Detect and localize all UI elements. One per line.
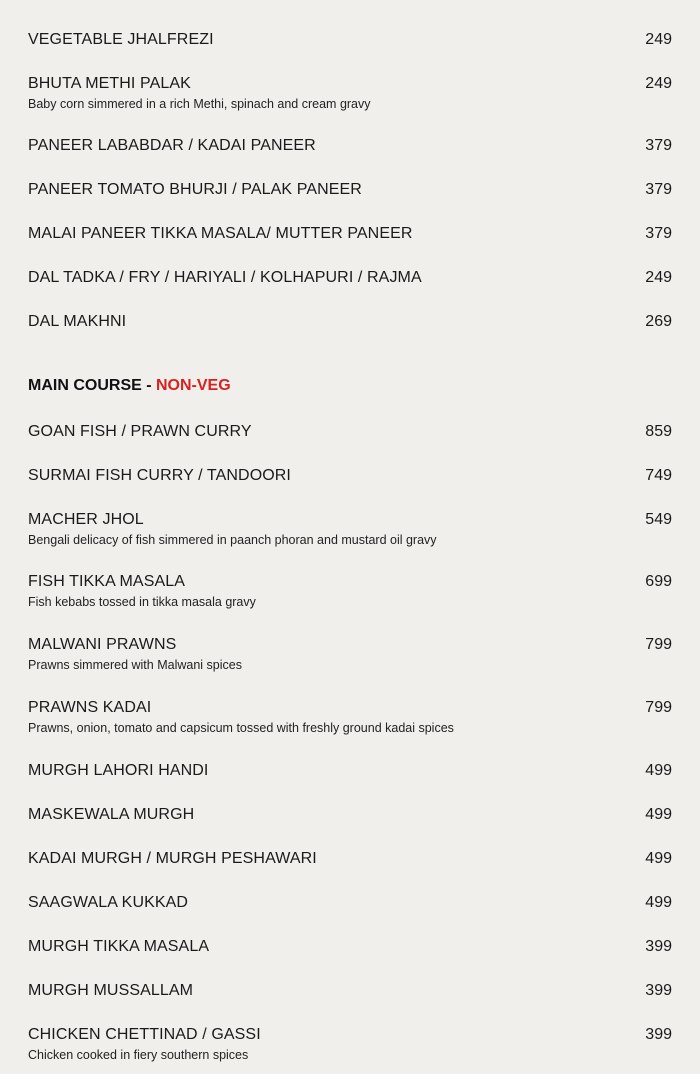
item-description: Bengali delicacy of fish simmered in paanch phoran and mustard oil gravy: [28, 533, 437, 547]
item-name: DAL MAKHNI: [28, 313, 127, 330]
item-price: 399: [645, 1026, 672, 1043]
section-title-text: MAIN COURSE -: [28, 377, 156, 394]
menu-item: [28, 422, 672, 442]
item-price: 399: [645, 982, 672, 999]
item-name: MALAI PANEER TIKKA MASALA/ MUTTER PANEER: [28, 225, 413, 242]
item-description: Prawns simmered with Malwani spices: [28, 658, 242, 672]
menu-item: [28, 74, 672, 112]
item-price: 499: [645, 762, 672, 779]
menu-item: [28, 180, 672, 200]
item-price: 249: [645, 269, 672, 286]
menu-item: [28, 893, 672, 913]
item-name: PANEER LABABDAR / KADAI PANEER: [28, 137, 316, 154]
item-price: 499: [645, 894, 672, 911]
item-description: Baby corn simmered in a rich Methi, spinach and cream gravy: [28, 97, 371, 111]
menu-item: [28, 466, 672, 486]
item-name: FISH TIKKA MASALA: [28, 573, 186, 590]
menu-item: [28, 224, 672, 244]
menu-item: [28, 981, 672, 1001]
menu-item: [28, 1025, 672, 1063]
item-name: MURGH MUSSALLAM: [28, 982, 194, 999]
item-price: 269: [645, 313, 672, 330]
menu-item: [28, 510, 672, 548]
item-name: BHUTA METHI PALAK: [28, 75, 191, 92]
item-name: PRAWNS KADAI: [28, 699, 152, 716]
menu-item: [28, 698, 672, 736]
item-name: MURGH TIKKA MASALA: [28, 938, 210, 955]
item-price: 549: [645, 511, 672, 528]
item-name: PANEER TOMATO BHURJI / PALAK PANEER: [28, 181, 362, 198]
item-name: SURMAI FISH CURRY / TANDOORI: [28, 467, 291, 484]
menu-item: [28, 572, 672, 610]
item-price: 249: [645, 31, 672, 48]
item-description: Fish kebabs tossed in tikka masala gravy: [28, 595, 256, 609]
item-name: CHICKEN CHETTINAD / GASSI: [28, 1026, 261, 1043]
item-name: MACHER JHOL: [28, 511, 144, 528]
section-title: [28, 376, 231, 396]
item-name: MALWANI PRAWNS: [28, 636, 177, 653]
menu-item: [28, 849, 672, 869]
item-name: MURGH LAHORI HANDI: [28, 762, 209, 779]
item-name: SAAGWALA KUKKAD: [28, 894, 189, 911]
menu-item: [28, 30, 672, 50]
item-description: Chicken cooked in fiery southern spices: [28, 1048, 249, 1062]
item-name: KADAI MURGH / MURGH PESHAWARI: [28, 850, 317, 867]
item-name: DAL TADKA / FRY / HARIYALI / KOLHAPURI / RAJMA: [28, 269, 422, 286]
item-name: GOAN FISH / PRAWN CURRY: [28, 423, 252, 440]
item-price: 799: [645, 699, 672, 716]
item-price: 499: [645, 806, 672, 823]
item-price: 799: [645, 636, 672, 653]
item-name: MASKEWALA MURGH: [28, 806, 195, 823]
menu-item: [28, 937, 672, 957]
item-price: 399: [645, 938, 672, 955]
menu-item: [28, 805, 672, 825]
menu-item: [28, 268, 672, 288]
menu-item: [28, 635, 672, 673]
menu-item: [28, 312, 672, 332]
item-price: 379: [645, 225, 672, 242]
item-description: Prawns, onion, tomato and capsicum tossed with freshly ground kadai spices: [28, 721, 454, 735]
item-price: 749: [645, 467, 672, 484]
menu-item: [28, 761, 672, 781]
item-price: 379: [645, 137, 672, 154]
item-price: 499: [645, 850, 672, 867]
item-price: 249: [645, 75, 672, 92]
section-title-accent: NON-VEG: [156, 377, 231, 394]
item-price: 859: [645, 423, 672, 440]
item-name: VEGETABLE JHALFREZI: [28, 31, 214, 48]
menu-item: [28, 136, 672, 156]
item-price: 379: [645, 181, 672, 198]
item-price: 699: [645, 573, 672, 590]
